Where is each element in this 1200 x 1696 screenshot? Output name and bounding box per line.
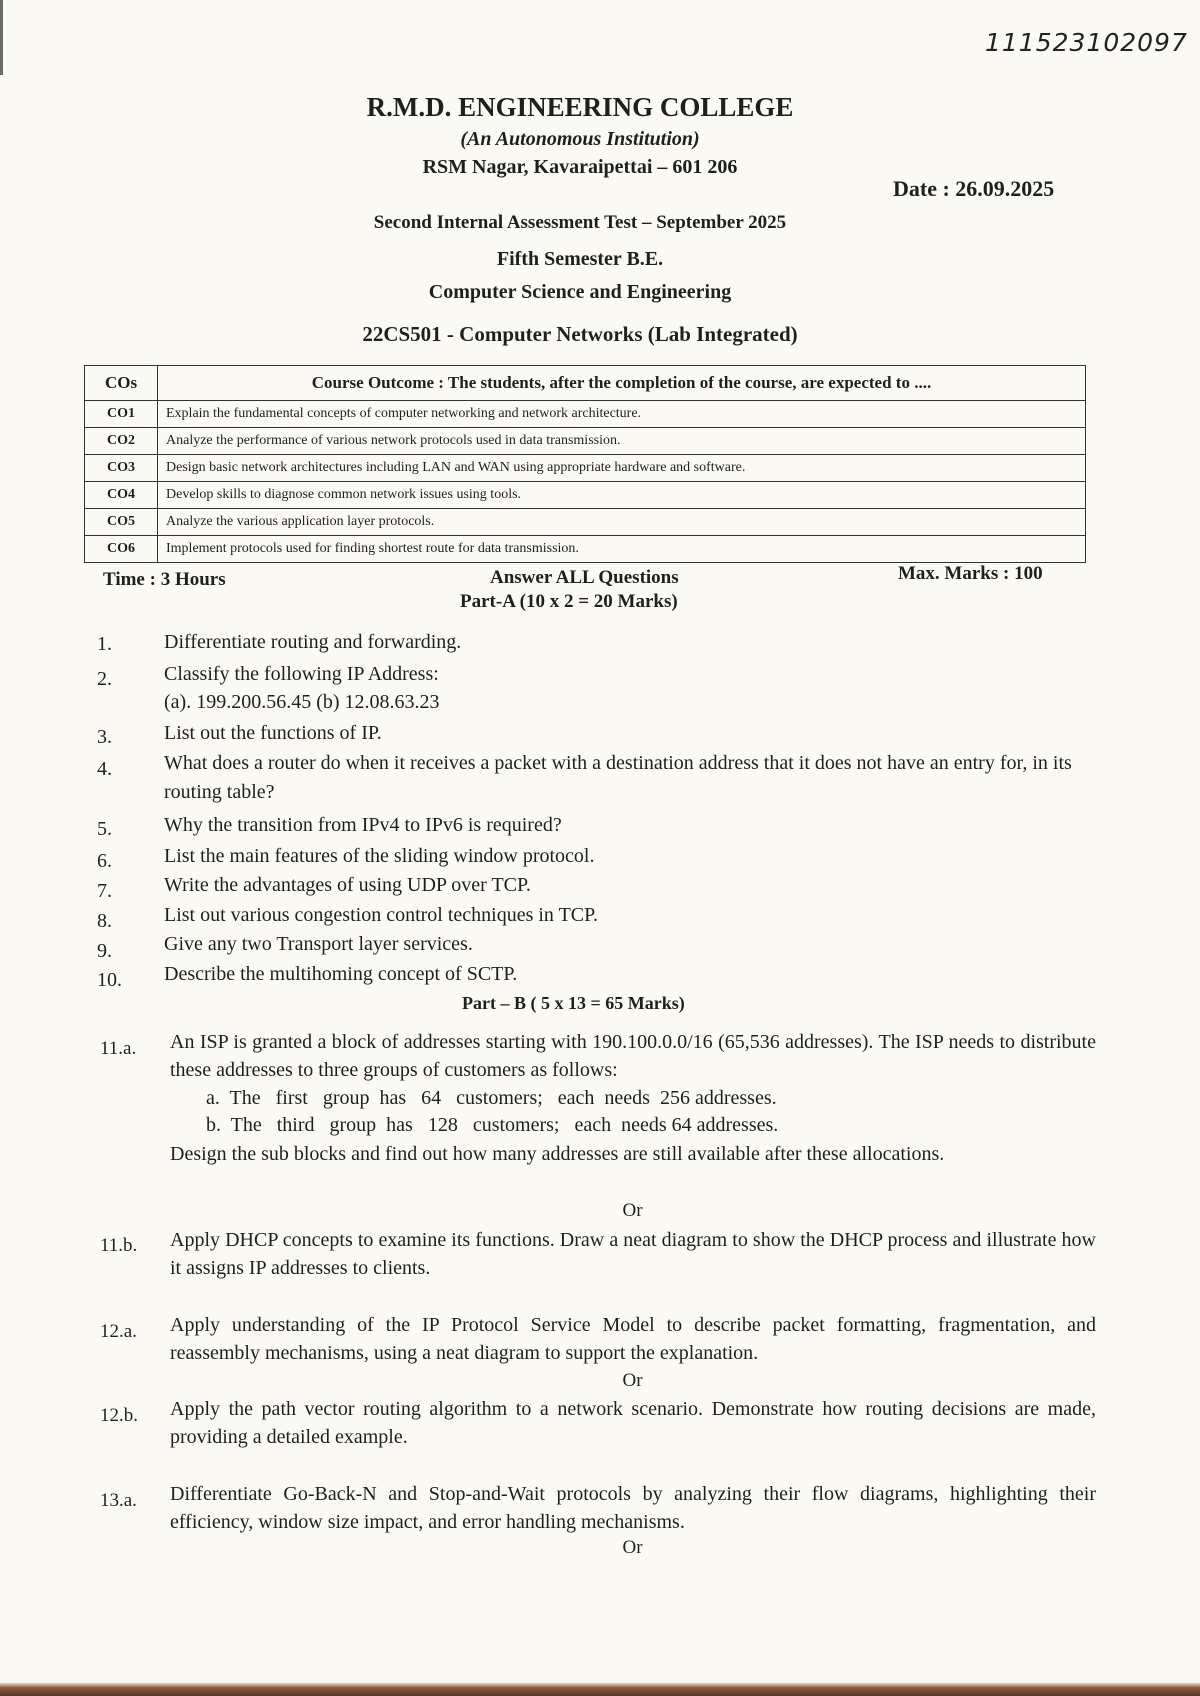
co-code: CO3 <box>85 455 158 482</box>
department: Computer Science and Engineering <box>428 281 732 303</box>
college-address: RSM Nagar, Kavaraipettai – 601 206 <box>422 156 738 178</box>
college-status: (An Autonomous Institution) <box>460 128 700 150</box>
co-text: Explain the fundamental concepts of computer networking and network architecture. <box>158 401 1086 428</box>
question-text: Classify the following IP Address: <box>164 663 439 685</box>
course-title: 22CS501 - Computer Networks (Lab Integrated) <box>362 322 798 346</box>
question-number: 10. <box>97 969 122 991</box>
co-text: Develop skills to diagnose common network issues using tools. <box>158 482 1086 509</box>
table-row <box>85 428 1086 455</box>
co-text: Analyze the performance of various network protocols used in data transmission. <box>158 428 1086 455</box>
table-header-row <box>85 366 1086 401</box>
question-number: 1. <box>97 633 112 655</box>
or-separator: Or <box>622 1200 643 1221</box>
question-number: 7. <box>97 880 112 902</box>
max-marks: Max. Marks : 100 <box>898 563 1043 584</box>
part-b-heading: Part – B ( 5 x 13 = 65 Marks) <box>462 993 685 1013</box>
semester: Fifth Semester B.E. <box>496 248 664 270</box>
question-subtext: (a). 199.200.56.45 (b) 12.08.63.23 <box>164 691 440 713</box>
question-number: 3. <box>97 726 112 748</box>
question-text: Differentiate routing and forwarding. <box>164 631 462 653</box>
college-name: R.M.D. ENGINEERING COLLEGE <box>366 92 794 122</box>
exam-title: Second Internal Assessment Test – September 2025 <box>373 212 787 233</box>
question-text: List the main features of the sliding window protocol. <box>164 845 595 867</box>
table-row <box>85 509 1086 536</box>
question-text: List out various congestion control techniques in TCP. <box>164 904 599 926</box>
co-code: CO5 <box>85 509 158 536</box>
question-text: Differentiate Go-Back-N and Stop-and-Wait protocols by analyzing their flow diagrams, highlighting their efficiency, window size impact, and error handling mechanisms. <box>170 1483 1096 1533</box>
question-number: 9. <box>97 940 112 962</box>
register-number: 111523102097 <box>985 28 1188 57</box>
question-subitem: a. The first group has 64 customers; each needs 256 addresses. <box>206 1087 777 1109</box>
col-cos-header: COs <box>85 366 158 401</box>
exam-duration: Time : 3 Hours <box>103 569 226 590</box>
question-number: 2. <box>97 668 112 690</box>
part-a-heading: Part-A (10 x 2 = 20 Marks) <box>460 591 678 612</box>
question-text: Why the transition from IPv4 to IPv6 is required? <box>164 814 562 836</box>
co-text: Design basic network architectures including LAN and WAN using appropriate hardware and software. <box>158 455 1086 482</box>
instruction: Answer ALL Questions <box>490 567 679 588</box>
question-text: Apply DHCP concepts to examine its functions. Draw a neat diagram to show the DHCP process and illustrate how it assigns IP addresses to clients. <box>170 1229 1096 1279</box>
question-text: List out the functions of IP. <box>164 722 382 744</box>
question-text: Design the sub blocks and find out how many addresses are still available after these allocations. <box>170 1143 945 1165</box>
question-number: 11.a. <box>100 1038 137 1059</box>
question-number: 6. <box>97 850 112 872</box>
course-outcome-table <box>84 365 1086 563</box>
co-text: Analyze the various application layer protocols. <box>158 509 1086 536</box>
table-row <box>85 401 1086 428</box>
question-text: What does a router do when it receives a packet with a destination address that it does not have an entry for, in its routing table? <box>164 752 1072 803</box>
co-code: CO2 <box>85 428 158 455</box>
question-text: Apply understanding of the IP Protocol Service Model to describe packet formatting, fragmentation, and reassembly mechanisms, using a neat diagram to support the explanation. <box>170 1314 1096 1364</box>
question-number: 4. <box>97 758 112 780</box>
question-subitem: b. The third group has 128 customers; each needs 64 addresses. <box>206 1114 779 1136</box>
co-code: CO6 <box>85 536 158 563</box>
or-separator: Or <box>622 1370 643 1391</box>
co-text: Implement protocols used for finding shortest route for data transmission. <box>158 536 1086 563</box>
col-outcome-header: Course Outcome : The students, after the completion of the course, are expected to .... <box>158 366 1086 401</box>
table-row <box>85 536 1086 563</box>
question-text: Give any two Transport layer services. <box>164 933 473 955</box>
question-number: 13.a. <box>100 1490 137 1511</box>
question-number: 12.a. <box>100 1321 137 1342</box>
question-number: 8. <box>97 910 112 932</box>
question-number: 11.b. <box>100 1235 138 1256</box>
paper-bottom-edge <box>0 1682 1200 1696</box>
or-separator: Or <box>622 1537 643 1558</box>
exam-date: Date : 26.09.2025 <box>893 176 1055 201</box>
question-text: Apply the path vector routing algorithm to a network scenario. Demonstrate how routing decisions are made, providing a detailed example. <box>170 1398 1096 1448</box>
question-text: Describe the multihoming concept of SCTP. <box>164 963 518 985</box>
table-row <box>85 482 1086 509</box>
table-row <box>85 455 1086 482</box>
question-number: 12.b. <box>100 1405 138 1426</box>
question-number: 5. <box>97 818 112 840</box>
co-code: CO1 <box>85 401 158 428</box>
question-text: Write the advantages of using UDP over TCP. <box>164 874 531 896</box>
question-text: An ISP is granted a block of addresses starting with 190.100.0.0/16 (65,536 addresses). The ISP needs to distribute these addresses to three groups of customers as follows: <box>170 1031 1096 1081</box>
paper-edge <box>0 0 3 75</box>
co-code: CO4 <box>85 482 158 509</box>
